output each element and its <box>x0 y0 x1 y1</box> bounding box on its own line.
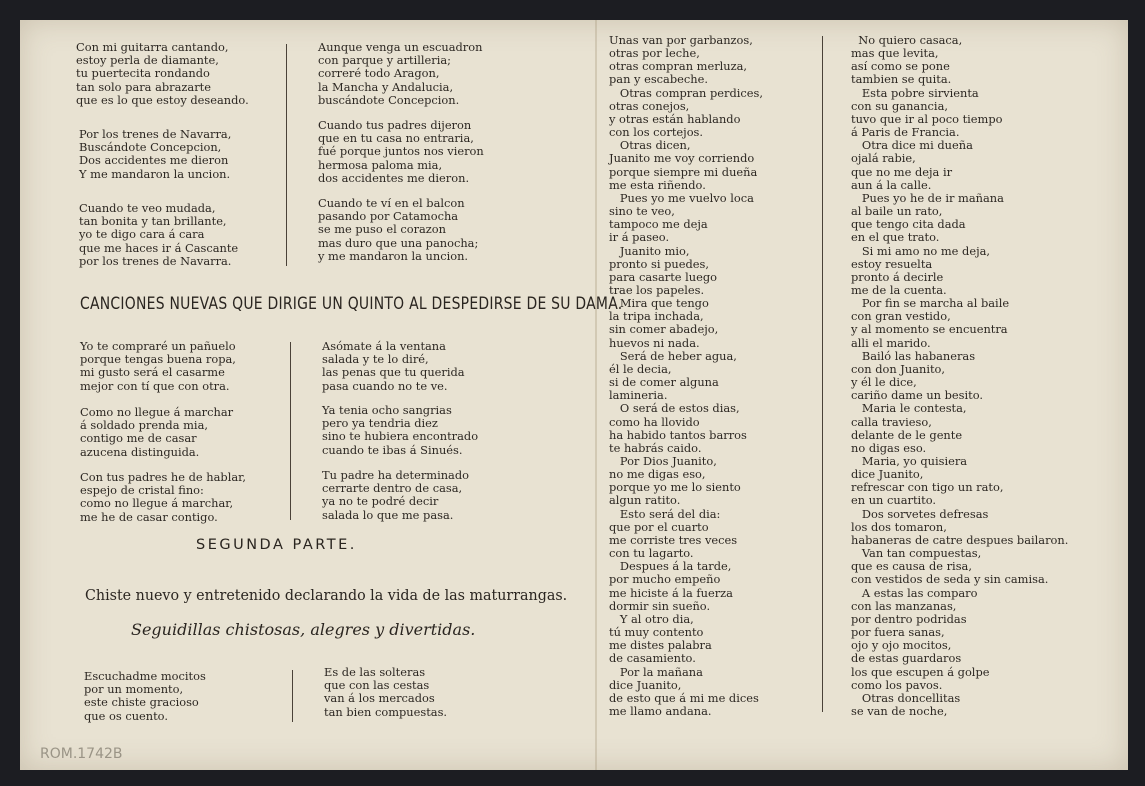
column-divider-bottom <box>292 670 293 722</box>
stanza-top-right-1: Aunque venga un escuadron con parque y artilleria; correré todo Aragon, la Mancha y Andalucia, buscándote Concepcion. <box>318 40 483 107</box>
stanza-top-left-2: Por los trenes de Navarra, Buscándote Concepcion, Dos accidentes me dieron Y me mandaron la uncion. <box>79 127 232 181</box>
section-title-chiste: Chiste nuevo y entretenido declarando la vida de las maturrangas. <box>85 586 568 604</box>
section-title-canciones: CANCIONES NUEVAS QUE DIRIGE UN QUINTO AL DESPEDIRSE DE SU DAMA. <box>80 294 623 314</box>
column-divider-mid <box>290 342 291 520</box>
verse-column-right-1: Unas van por garbanzos, otras por leche, otras compran merluza, pan y escabeche. Otras compran perdices, otras conejos, y otras están hablando con los cortejos. Otras dicen, Juanito me voy corriendo porque siempre mi dueña me esta riñendo. Pues yo me vuelvo loca sino te veo, tampoco me deja ir á paseo. Juanito mio, pronto si puedes, para casarte luego trae los papeles. Mira que tengo la tripa inchada, sin comer abadejo, huevos ni nada. Será de heber agua, él le decia, si de comer alguna lamineria. O será de estos dias, como ha llovido ha habido tantos barros te habrás caido. Por Dios Juanito, no me digas eso, porque yo me lo siento algun ratito. Esto será del dia: que por el cuarto me corriste tres veces con tu lagarto. Despues á la tarde, por mucho empeño me hiciste á la fuerza dormir sin sueño. Y al otro dia, tú muy contento me distes palabra de casamiento. Por la mañana dice Juanito, de esto que á mi me dices me llamo andana. <box>609 33 764 718</box>
section-title-segunda-parte: SEGUNDA PARTE. <box>196 537 357 553</box>
stanza-mid-right-1: Asómate á la ventana salada y te lo diré, las penas que tu querida pasa cuando no te ve. <box>322 339 465 393</box>
verse-column-right-2: No quiero casaca, mas que levita, así como se pone tambien se quita. Esta pobre sirvienta con su ganancia, tuvo que ir al poco tiempo á Paris de Francia. Otra dice mi dueña ojalá rabie, que no me deja ir aun á la calle. Pues yo he de ir mañana al baile un rato, que tengo cita dada en el que trato. Si mi amo no me deja, estoy resuelta pronto á decirle me de la cuenta. Por fin se marcha al baile con gran vestido, y al momento se encuentra alli el marido. Bailó las habaneras con don Juanito, y él le dice, cariño dame un besito. Maria le contesta, calla travieso, delante de le gente no digas eso. Maria, yo quisiera dice Juanito, refrescar con tigo un rato, en un cuartito. Dos sorvetes defresas los dos tomaron, habaneras de catre despues bailaron. Van tan compuestas, que es causa de risa, con vestidos de seda y sin camisa. A estas las comparo con las manzanas, por dentro podridas por fuera sanas, ojo y ojo mocitos, de estas guardaros los que escupen á golpe como los pavos. Otras doncellitas se van de noche, <box>851 33 1069 718</box>
stanza-mid-right-2: Ya tenia ocho sangrias pero ya tendria diez sino te hubiera encontrado cuando te ibas á Sinués. <box>322 403 479 457</box>
column-divider-top <box>286 44 287 266</box>
stanza-bottom-right: Es de las solteras que con las cestas van á los mercados tan bien compuestas. <box>324 665 448 719</box>
stanza-mid-left-1: Yo te compraré un pañuelo porque tengas buena ropa, mi gusto será el casarme mejor con tí que con otra. <box>80 339 236 393</box>
stanza-top-right-3: Cuando te ví en el balcon pasando por Catamocha se me puso el corazon mas duro que una panocha; y me mandaron la uncion. <box>318 196 479 263</box>
column-divider-right <box>822 36 823 712</box>
stanza-mid-left-3: Con tus padres he de hablar, espejo de cristal fino: como no llegue á marchar, me he de casar contigo. <box>80 470 246 524</box>
stanza-top-right-2: Cuando tus padres dijeron que en tu casa no entraria, fué porque juntos nos vieron hermosa paloma mia, dos accidentes me dieron. <box>318 118 484 185</box>
stanza-top-left-1: Con mi guitarra cantando, estoy perla de diamante, tu puertecita rondando tan solo para abrazarte que es lo que estoy deseando. <box>76 40 249 107</box>
stanza-bottom-left: Escuchadme mocitos por un momento, este chiste gracioso que os cuento. <box>84 669 206 723</box>
page-fold <box>595 20 597 770</box>
catalog-stamp: ROM.1742B <box>40 746 123 762</box>
broadside-sheet <box>20 20 1128 770</box>
section-title-seguidillas: Seguidillas chistosas, alegres y divertidas. <box>131 620 476 639</box>
stanza-mid-right-3: Tu padre ha determinado cerrarte dentro de casa, ya no te podré decir salada lo que me pasa. <box>322 468 469 522</box>
stanza-top-left-3: Cuando te veo mudada, tan bonita y tan brillante, yo te digo cara á cara que me haces ir á Cascante por los trenes de Navarra. <box>79 201 239 268</box>
stanza-mid-left-2: Como no llegue á marchar á soldado prenda mia, contigo me de casar azucena distinguida. <box>80 405 234 459</box>
